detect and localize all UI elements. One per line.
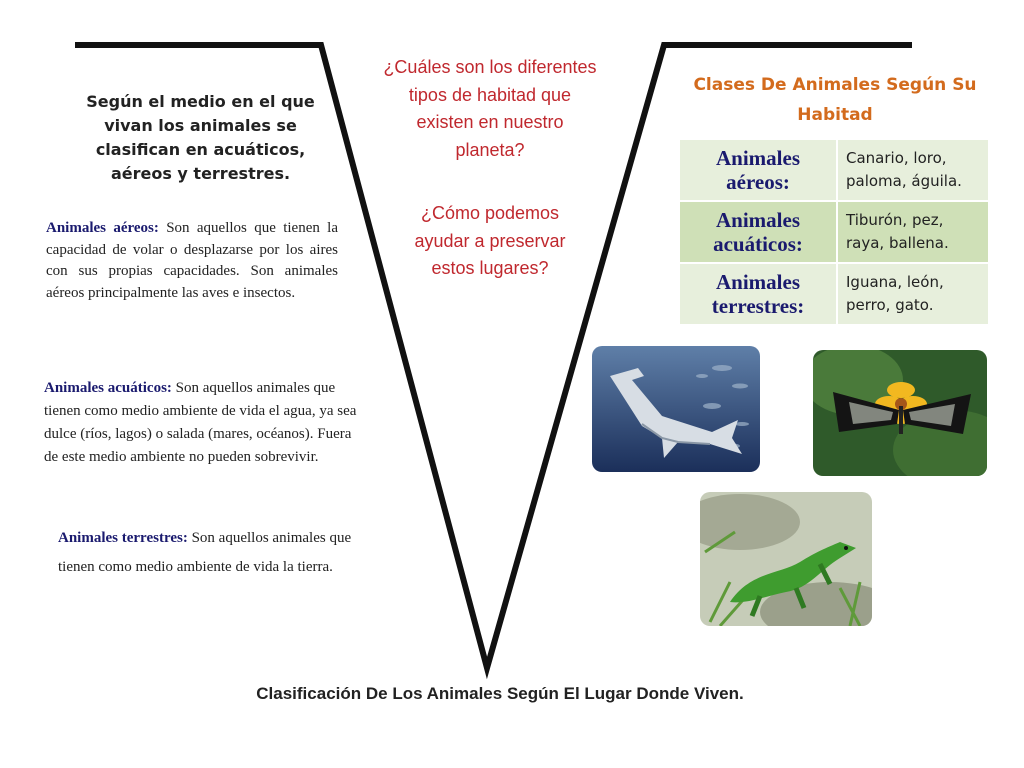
desc-aerial-term: Animales aéreos: <box>46 220 159 236</box>
table-examples-cell: Tiburón, pez, raya, ballena. <box>837 201 989 263</box>
hammerhead-shark-photo <box>592 346 760 472</box>
desc-aerial-text: Son aquellos que tienen la capacidad de volar o desplazarse por los aires con sus propias capacidades. Son animales aéreos principalmente las aves e insectos. <box>46 220 338 301</box>
desc-aerial <box>46 218 338 360</box>
classes-title: Clases De Animales Según Su Habitad <box>693 75 977 125</box>
desc-aquatic-text: Son aquellos animales que tienen como medio ambiente de vida el agua, ya sea dulce (ríos, lagos) o salada (mares, océanos). Fuera de este medio ambiente no pueden sobrevivir. <box>44 380 357 465</box>
table-class-cell: Animales acuáticos: <box>679 201 837 263</box>
intro-text: Según el medio en el que vivan los animales se clasifican en acuáticos, aéreos y terrestres. <box>86 92 315 183</box>
desc-terrestrial-text: Son aquellos animales que tienen como medio ambiente de vida la tierra. <box>58 530 352 575</box>
table-examples-cell: Canario, loro, paloma, águila. <box>837 139 989 201</box>
table-class-cell: Animales terrestres: <box>679 263 837 325</box>
desc-terrestrial-term: Animales terrestres: <box>58 530 188 546</box>
habitat-table <box>678 138 990 326</box>
desc-aquatic-term: Animales acuáticos: <box>44 380 172 396</box>
desc-aquatic <box>44 377 364 469</box>
butterfly-on-flower-photo <box>813 350 987 476</box>
table-row <box>679 139 989 201</box>
table-class-cell: Animales aéreos: <box>679 139 837 201</box>
table-examples-cell: Iguana, león, perro, gato. <box>837 263 989 325</box>
table-row <box>679 201 989 263</box>
question-preserve: ¿Cómo podemos ayudar a preservar estos lugares? <box>414 203 566 278</box>
table-row <box>679 263 989 325</box>
green-iguana-photo <box>700 492 872 626</box>
footer-caption: Clasificación De Los Animales Según El Lugar Donde Viven. <box>256 684 744 703</box>
desc-terrestrial <box>58 524 388 582</box>
question-habitat-types: ¿Cuáles son los diferentes tipos de habitad que existen en nuestro planeta? <box>383 57 597 160</box>
